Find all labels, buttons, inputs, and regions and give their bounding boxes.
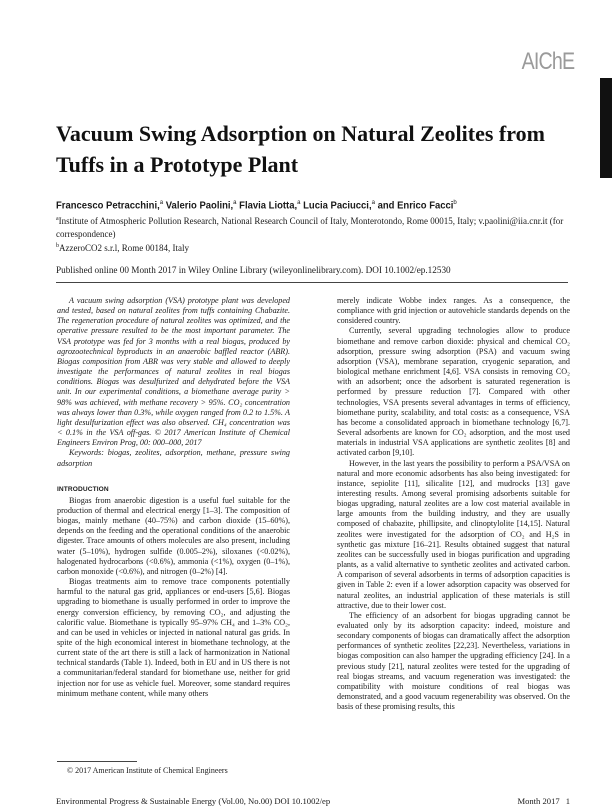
author-name: Valerio Paolini, bbox=[165, 200, 234, 212]
page-number: 1 bbox=[565, 796, 570, 806]
right-column bbox=[337, 296, 570, 712]
copyright-footnote: © 2017 American Institute of Chemical Engineers bbox=[67, 766, 228, 775]
author-affiliation-mark: a bbox=[233, 199, 237, 206]
author-affiliation-mark: a bbox=[297, 199, 301, 206]
side-tab-marker bbox=[600, 78, 612, 178]
keywords: Keywords: biogas, zeolites, adsorption, methane, pressure swing adsorption bbox=[57, 448, 290, 468]
author-affiliation-mark: a bbox=[159, 199, 164, 206]
body-paragraph: Biogas from anaerobic digestion is a useful fuel suitable for the production of thermal and electrical energy [1–3]. The composition of biogas, mainly methane (40–75%) and carbon dioxide (15–60%), depends on the feeding and the operational conditions of the anaerobic digester. Trace amounts of others molecules are also present, including water (5–10%), hydrogen sulfide (0.005–2%), siloxanes (<0.02%), halogenated hydrocarbons (<0.6%), ammonia (<1%), oxygen (0–1%), carbon monoxide (<0.6%), and nitrogen (0–2%) [4]. bbox=[57, 495, 290, 576]
body-paragraph: Biogas treatments aim to remove trace components potentially harmful to the natural gas grid, appliances or end-users [5,6]. Biogas upgrading to biomethane is usually performed in order to improve the energy conversion efficiency, by removing CO₂, and adjusting the calorific value. Biomethane is typically 95–97% CH₄ and 1–3% CO₂, and can be used in vehicles or injected in national natural gas grids. In spite of the high economical interest in biomethane technology, at the current state of the art there is still a lack of harmonization in National technical standards (Table 1). Indeed, both in EU and in US there is not a communitarian/federal standard for biomethane use, neither for grid injection nor for use as vehicle fuel. Moreover, some standard requires minimum methane content, while many others bbox=[57, 577, 290, 698]
affiliation-mark: b bbox=[56, 243, 59, 249]
affiliation-text: AzzeroCO2 s.r.l, Rome 00184, Italy bbox=[59, 243, 189, 253]
affiliation-a bbox=[56, 213, 576, 240]
page-footer bbox=[56, 796, 570, 806]
publication-info: Published online 00 Month 2017 in Wiley Online Library (wileyonlinelibrary.com). DOI 10.1002/ep.12530 bbox=[56, 265, 451, 275]
author-name: and Enrico Facci bbox=[377, 200, 454, 212]
footer-date: Month 2017 bbox=[517, 796, 560, 806]
header-divider bbox=[56, 282, 568, 283]
author-name: Francesco Petracchini, bbox=[56, 200, 160, 212]
affiliations bbox=[56, 213, 576, 255]
body-paragraph: However, in the last years the possibility to perform a PSA/VSA on natural and more economic adsorbents has also being investigated: for instance, sepiolite [11], silicalite [12], and mudrocks [13] gave interesting results. Among several promising adsorbents suitable for biogas upgrading, natural zeolites are a low cost material available in large amounts from the building industry, and they are usually composed of chabazite, phillipsite, and clinoptylolite [14,15]. Natural zeolites were investigated for the adsorption of CO₂ and H₂S in synthetic gas mixture [16–21]. Results obtained suggest that natural zeolites can be successfully used in biogas purification and upgrading plants, as a valid alternative to synthetic zeolites and activated carbon. A comparison of several adsorbents in terms of adsorption capacities is given in Table 2: even if a lower adsorption capacity was observed for natural zeolites, an industrial application of these materials is still attractive, due to their lower cost. bbox=[337, 458, 570, 610]
affiliation-b bbox=[56, 240, 576, 255]
affiliation-mark: a bbox=[56, 216, 59, 222]
body-paragraph: Currently, several upgrading technologies allow to produce biomethane and remove carbon dioxide: physical and chemical CO₂ adsorption, pressure swing adsorption (PSA) and vacuum swing adsorption (VSA), membrane separation, cryogenic separation, and biological methane enrichment [4,6]. VSA consists in removing CO₂ with an adsorbent; once the adsorbent is saturated regeneration is performed by pressure reduction [7]. Compared with other technologies, VSA presents several advantages in terms of efficiency, biomethane purity, scalability, and total costs: as a consequence, VSA has become a consolidated approach in biomethane technology [6,7]. Several adsorbents are known for CO₂ adsorption, and the most used materials in industrial VSA applications are synthetic zeolites [8] and activated carbon [9,10]. bbox=[337, 326, 570, 458]
footer-journal-info: Environmental Progress & Sustainable Energy (Vol.00, No.00) DOI 10.1002/ep bbox=[56, 796, 331, 806]
left-column bbox=[57, 296, 290, 699]
author-list bbox=[56, 199, 540, 211]
author-affiliation-mark: a bbox=[371, 199, 375, 206]
abstract: A vacuum swing adsorption (VSA) prototype plant was developed and tested, based on natural zeolites from tuffs containing Chabazite. The regeneration procedure of natural zeolites was optimized, and the operative pressure resulted to be the most important parameter. The VSA prototype was fed for 3 months with a real biogas, produced by agrozootechnical byproducts in an anaerobic baffled reactor (ABR). Biogas composition from ABR was very stable and allowed to deeply investigate the performances of natural zeolites in real biogas conditions. Biogas was desulfurized and dehydrated before the VSA unit. In our experimental conditions, a biomethane average purity > 98% was achieved, with methane recovery > 95%. CO₂ concentration was always lower than 0.3%, while oxygen ranged from 0.2 to 1.5%. A light desulfurization effect was also observed. CH₄ concentration was < 0.1% in the VSA off-gas. © 2017 American Institute of Chemical Engineers Environ Prog, 00: 000–000, 2017 bbox=[57, 296, 290, 448]
footer-date-page bbox=[517, 796, 570, 806]
article-title: Vacuum Swing Adsorption on Natural Zeolites from Tuffs in a Prototype Plant bbox=[56, 121, 545, 177]
footnote-divider bbox=[57, 761, 137, 762]
affiliation-text: Institute of Atmospheric Pollution Research, National Research Council of Italy, Monterotondo, Rome 00015, Italy; v.paolini@iia.cnr.it (for correspondence) bbox=[56, 216, 564, 239]
section-heading-introduction: INTRODUCTION bbox=[57, 485, 109, 493]
body-paragraph: The efficiency of an adsorbent for biogas upgrading cannot be evaluated only by its adsorption capacity: indeed, moisture and secondary components of biogas can dramatically affect the adsorption performances of synthetic zeolites [22,23]. Nevertheless, variations in biogas composition can also hamper the upgrading efficiency [24]. In a previous study [21], natural zeolites were tested for the upgrading of real biogas streams, and vacuum regeneration was investigated: the compatibility with moisture conditions of real biogas was demonstrated, and a good vacuum regenerability was observed. On the basis of these promising results, this bbox=[337, 610, 570, 712]
author-affiliation-mark: b bbox=[453, 199, 457, 206]
body-paragraph: merely indicate Wobbe index ranges. As a consequence, the compliance with grid injection or autovehicle standards depends on the considered country. bbox=[337, 296, 570, 326]
author-name: Lucia Paciucci, bbox=[303, 200, 372, 212]
author-name: Flavia Liotta, bbox=[239, 200, 298, 212]
journal-logo: AIChE bbox=[521, 48, 574, 75]
